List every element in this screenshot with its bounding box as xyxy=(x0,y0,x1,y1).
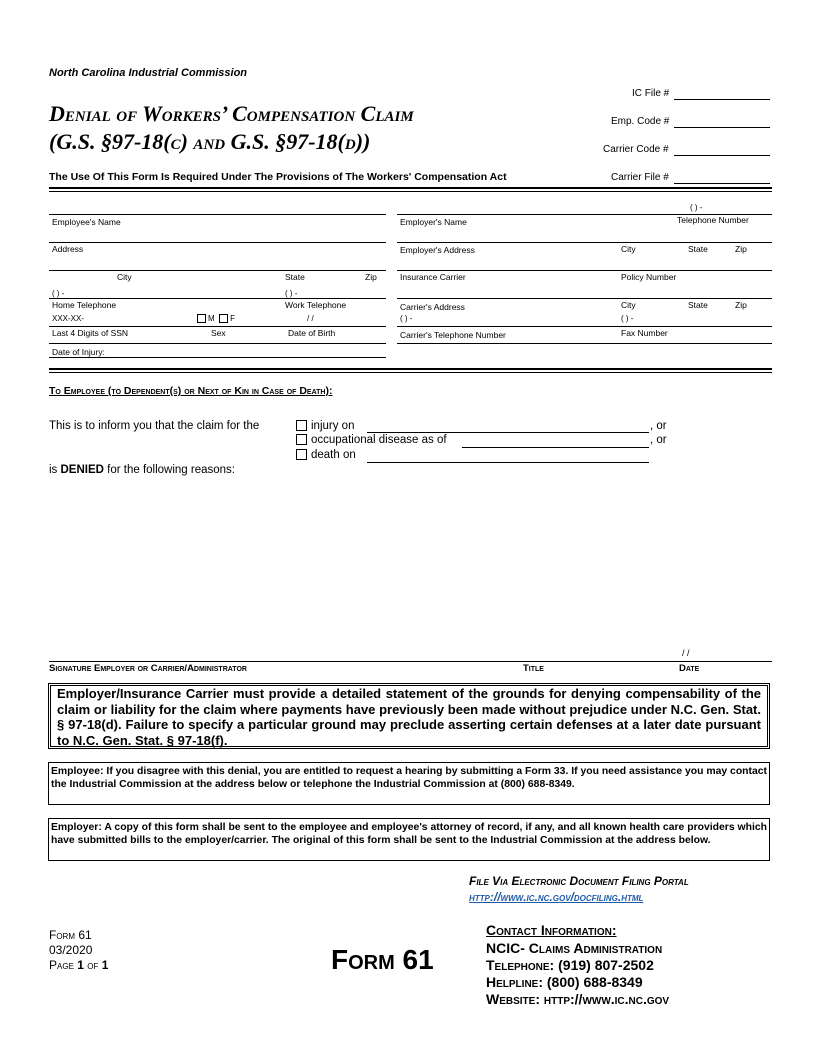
carrier-file-label: Carrier File # xyxy=(611,172,669,183)
work-phone-value[interactable]: ( ) - xyxy=(285,289,298,298)
employee-state-label: State xyxy=(285,272,305,282)
filing-portal-link[interactable]: http://www.ic.nc.gov/docfiling.html xyxy=(469,890,644,904)
carrier-code-label: Carrier Code # xyxy=(603,144,669,155)
inform-text: This is to inform you that the claim for the xyxy=(49,420,260,432)
option-occupational[interactable] xyxy=(296,434,447,446)
carrier-phone-label: Carrier's Telephone Number xyxy=(400,330,506,340)
telephone-number: (919) 807-2502 xyxy=(558,957,654,973)
carrier-notice: Employer/Insurance Carrier must provide a detailed statement of the grounds for denying compensability of the claim or liability for the claim where payments have previously been made without prejudice under N.C. Gen. Stat. § 97-18(d). Failure to specify a particular ground may preclude asserting certain defenses at a later date pursuant to N.C. Gen. Stat. § 97-18(f). xyxy=(48,683,770,749)
occupational-checkbox[interactable] xyxy=(296,434,307,445)
injury-date-rule xyxy=(49,357,386,358)
employer-name-label: Employer's Name xyxy=(400,217,467,227)
signature-label: Signature Employer or Carrier/Administrator xyxy=(49,663,247,674)
dob-label: Date of Birth xyxy=(288,328,336,338)
website-label: Website: xyxy=(486,991,540,1007)
sex-m-checkbox[interactable] xyxy=(197,314,206,323)
date-label: Date xyxy=(679,663,700,674)
employee-address-field[interactable] xyxy=(49,242,386,243)
occupational-date-line[interactable] xyxy=(462,447,649,448)
contact-heading: Contact Information: xyxy=(486,922,617,938)
employer-phone-value[interactable]: ( ) - xyxy=(690,203,703,212)
employer-zip-label: Zip xyxy=(735,244,747,254)
injury-date-line[interactable] xyxy=(367,432,649,433)
sex-f-checkbox[interactable] xyxy=(219,314,228,323)
carrier-code-field[interactable] xyxy=(674,155,770,156)
form-subtitle: The Use Of This Form Is Required Under The Provisions of The Workers' Compensation Act xyxy=(49,171,507,183)
fax-rule xyxy=(397,343,772,344)
employee-city-field[interactable] xyxy=(49,270,386,271)
injury-label: injury on xyxy=(311,420,355,432)
carrier-file-field[interactable] xyxy=(674,183,770,184)
contact-org: NCIC- Claims Administration xyxy=(486,940,663,956)
insurance-carrier-field[interactable] xyxy=(397,270,772,271)
death-date-line[interactable] xyxy=(367,462,649,463)
form-title-line1: Denial of Workers’ Compensation Claim xyxy=(49,101,414,126)
denied-suffix: for the following reasons: xyxy=(103,464,235,476)
injury-date-field[interactable] xyxy=(49,343,386,344)
employer-address-field[interactable] xyxy=(397,242,772,243)
page-of: of xyxy=(83,958,102,972)
policy-number-label: Policy Number xyxy=(621,272,677,282)
employee-address-label: Address xyxy=(52,244,84,254)
top-rule-2 xyxy=(49,191,772,192)
carrier-state-label: State xyxy=(688,300,708,310)
carrier-zip-label: Zip xyxy=(735,300,747,310)
dob-value[interactable]: / / xyxy=(307,314,314,323)
to-employee-heading: To Employee (to Dependent(s) or Next of Kin in Case of Death): xyxy=(49,385,333,397)
employer-notice: Employer: A copy of this form shall be sent to the employee and employee's attorney of record, if any, and all known health care providers which have submitted bills to the employer/carrier. The original of this form shall be sent to the Industrial Commission at the address below. xyxy=(48,818,770,861)
employee-ssn-rule xyxy=(49,326,386,327)
employee-name-label: Employee's Name xyxy=(52,217,121,227)
form-date: 03/2020 xyxy=(49,943,93,957)
section-rule-2 xyxy=(49,372,772,373)
work-phone-label: Work Telephone xyxy=(285,300,347,310)
filing-portal-label: File Via Electronic Document Filing Portal xyxy=(469,874,689,888)
employee-city-label: City xyxy=(117,272,132,282)
carrier-address-label: Carrier's Address xyxy=(400,302,465,312)
page-indicator xyxy=(49,958,108,972)
denied-word: DENIED xyxy=(60,464,104,476)
employee-name-field[interactable] xyxy=(49,214,386,215)
ssn-label: Last 4 Digits of SSN xyxy=(52,328,129,338)
ic-file-label: IC File # xyxy=(632,88,670,99)
ssn-value[interactable]: XXX-XX- xyxy=(52,314,85,323)
helpline-label: Helpline: xyxy=(486,974,543,990)
agency-name: North Carolina Industrial Commission xyxy=(49,67,248,79)
home-phone-value[interactable]: ( ) - xyxy=(52,289,65,298)
employer-address-label: Employer's Address xyxy=(400,245,475,255)
signature-line[interactable] xyxy=(49,661,772,662)
employer-city-label: City xyxy=(621,244,636,254)
ic-file-field[interactable] xyxy=(674,99,770,100)
sex-options[interactable] xyxy=(197,314,235,323)
contact-telephone xyxy=(486,957,654,973)
form-title-line2: (G.S. §97-18(c) and G.S. §97-18(d)) xyxy=(49,129,371,154)
employee-notice: Employee: If you disagree with this denial, you are entitled to request a hearing by submitting a Form 33. If you need assistance you may contact the Industrial Commission at the address below or telephone the Industrial Commission at (800) 688-8349. xyxy=(48,762,770,805)
denial-reasons-area[interactable] xyxy=(49,482,772,642)
carrier-address-field[interactable] xyxy=(397,298,772,299)
option-death[interactable] xyxy=(296,449,356,461)
fax-number-label: Fax Number xyxy=(621,328,668,338)
contact-helpline xyxy=(486,974,643,990)
death-checkbox[interactable] xyxy=(296,449,307,460)
carrier-city-label: City xyxy=(621,300,636,310)
employee-zip-label: Zip xyxy=(365,272,377,282)
signature-date-value[interactable]: / / xyxy=(682,648,690,658)
telephone-label: Telephone: xyxy=(486,957,555,973)
sex-f-label: F xyxy=(230,314,236,323)
option-injury[interactable] xyxy=(296,420,354,432)
or-text-1: , or xyxy=(650,420,667,432)
contact-website xyxy=(486,991,669,1007)
title-label: Title xyxy=(523,663,544,674)
employer-state-label: State xyxy=(688,244,708,254)
page-prefix: Page xyxy=(49,958,78,972)
insurance-carrier-label: Insurance Carrier xyxy=(400,272,466,282)
death-label: death on xyxy=(311,449,356,461)
injury-checkbox[interactable] xyxy=(296,420,307,431)
form-center-title: Form 61 xyxy=(331,944,434,975)
denied-prefix: is xyxy=(49,464,61,476)
sex-m-label: M xyxy=(208,314,215,323)
fax-value[interactable]: ( ) - xyxy=(621,314,634,323)
employee-phone-rule xyxy=(49,298,386,299)
emp-code-label: Emp. Code # xyxy=(611,116,670,127)
denied-statement xyxy=(49,464,235,476)
page-total: 1 xyxy=(101,958,109,972)
section-rule xyxy=(49,368,772,370)
carrier-phone-rule xyxy=(397,326,772,327)
page-number: 1 xyxy=(77,958,84,972)
home-phone-label: Home Telephone xyxy=(52,300,117,310)
occupational-label: occupational disease as of xyxy=(311,434,447,446)
helpline-number: (800) 688-8349 xyxy=(546,974,643,990)
employer-phone-label: Telephone Number xyxy=(677,215,749,225)
carrier-phone-value[interactable]: ( ) - xyxy=(400,314,413,323)
website-url[interactable]: http://www.ic.nc.gov xyxy=(543,991,670,1007)
emp-code-field[interactable] xyxy=(674,127,770,128)
injury-date-label: Date of Injury: xyxy=(52,347,105,357)
top-rule xyxy=(49,187,772,189)
sex-label: Sex xyxy=(211,328,226,338)
form-id: Form 61 xyxy=(49,928,92,942)
or-text-2: , or xyxy=(650,434,667,446)
